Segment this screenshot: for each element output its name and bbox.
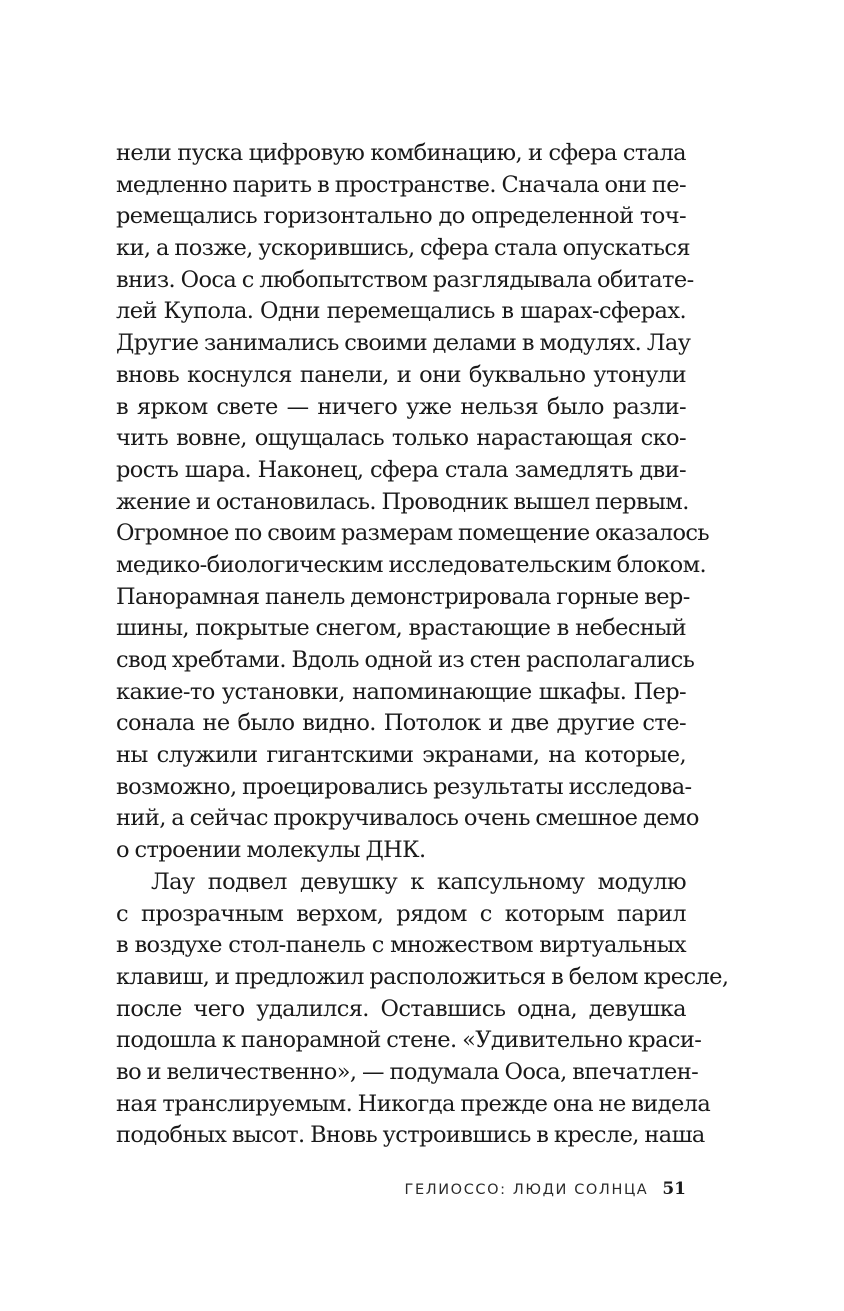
text-line: с прозрачным верхом, рядом с которым парил	[116, 900, 686, 927]
text-line: сонала не было видно. Потолок и две другие сте-	[116, 710, 686, 737]
paragraph-start-line: Лау подвел девушку к капсульному модулю	[151, 868, 686, 895]
text-line: подобных высот. Вновь устроившись в кресле, наша	[116, 1122, 705, 1149]
text-line: ны служили гигантскими экранами, на которые,	[116, 742, 686, 769]
text-line: медико-биологическим исследовательским блоком.	[116, 551, 707, 578]
text-line: после чего удалился. Оставшись одна, девушка	[116, 995, 686, 1022]
text-line: нели пуска цифровую комбинацию, и сфера стала	[116, 140, 686, 166]
text-line: шины, покрытые снегом, врастающие в небесный	[116, 615, 686, 642]
page-number: 51	[662, 1179, 686, 1199]
text-line: жение и остановилась. Проводник вышел первым.	[116, 488, 689, 515]
text-line: вниз. Ооса с любопытством разглядывала обитате-	[116, 266, 694, 293]
text-line: ки, а позже, ускорившись, сфера стала опускаться	[116, 235, 691, 262]
text-line: чить вовне, ощущалась только нарастающая ско-	[116, 425, 686, 452]
text-line: какие-то установки, напоминающие шкафы. Пер-	[116, 678, 686, 705]
text-line: подошла к панорамной стене. «Удивительно краси-	[116, 1027, 702, 1054]
text-line: рость шара. Наконец, сфера стала замедлять дви-	[116, 456, 686, 483]
text-line: вновь коснулся панели, и они буквально утонули	[116, 361, 686, 388]
text-line: ремещались горизонтально до определенной точ-	[116, 203, 686, 230]
text-line: ная транслируемым. Никогда прежде она не видела	[116, 1090, 711, 1117]
running-title: ГЕЛИОССО: ЛЮДИ СОЛНЦА	[404, 1182, 649, 1198]
text-line: свод хребтами. Вдоль одной из стен располагались	[116, 647, 695, 673]
text-line: Панорамная панель демонстрировала горные вер-	[116, 583, 690, 610]
text-line: Другие занимались своими делами в модулях. Лау	[116, 330, 691, 357]
page-footer	[405, 1177, 686, 1201]
text-line: клавиш, и предложил расположиться в белом кресле,	[116, 963, 729, 990]
text-line: ний, а сейчас прокручивалось очень смешное демо	[116, 805, 699, 832]
body-text	[116, 138, 729, 1152]
text-line: в воздухе стол-панель с множеством виртуальных	[116, 932, 686, 959]
text-line: возможно, проецировались результаты исследова-	[116, 773, 692, 800]
text-line: лей Купола. Одни перемещались в шарах-сферах.	[116, 298, 686, 325]
text-line: Огромное по своим размерам помещение оказалось	[116, 520, 710, 547]
text-line: медленно парить в пространстве. Сначала они пе-	[116, 171, 686, 198]
text-line: в ярком свете — ничего уже нельзя было разли-	[116, 393, 686, 420]
paragraph-end-line: о строении молекулы ДНК.	[116, 837, 426, 864]
text-line: во и величественно», — подумала Ооса, впечатлен-	[116, 1058, 699, 1085]
